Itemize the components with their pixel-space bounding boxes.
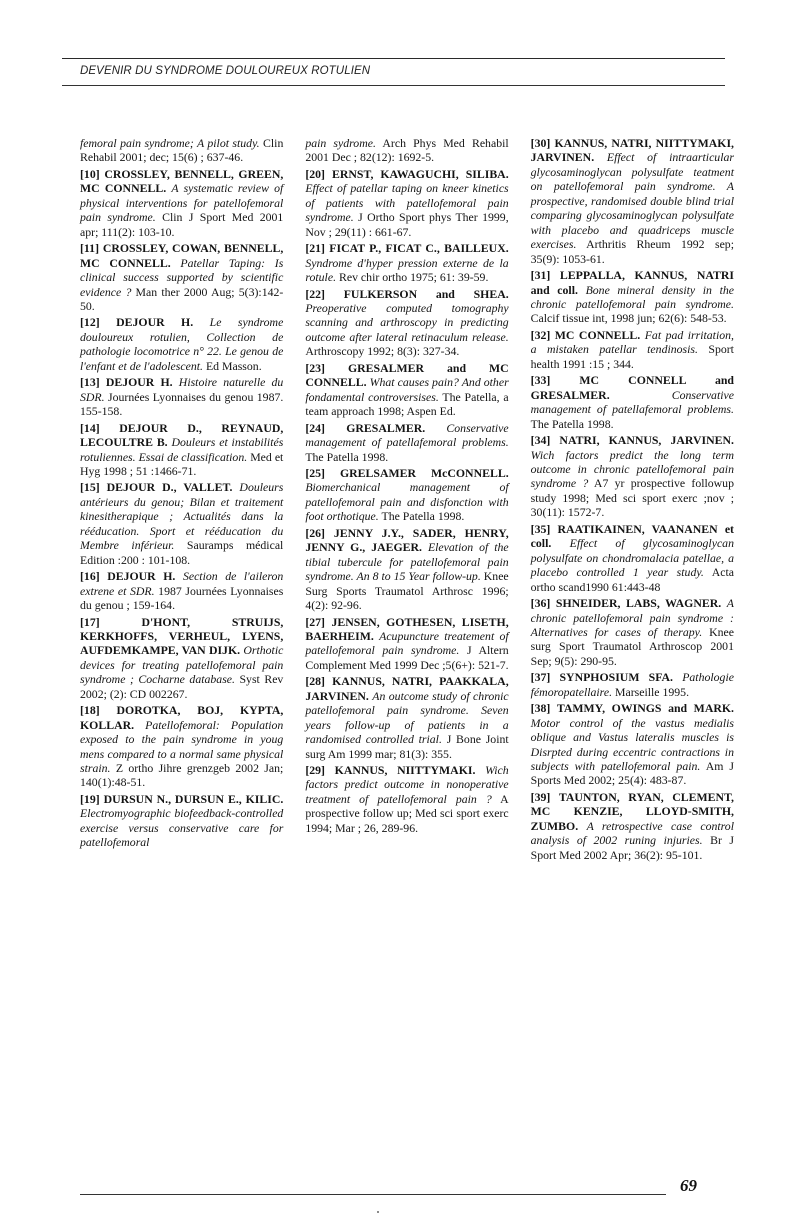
reference-number: [35]	[530, 521, 551, 536]
reference-number: [24]	[305, 420, 325, 435]
reference-number: [12]	[80, 315, 100, 330]
reference-authors: DURSUN N., DURSUN E., KILIC.	[103, 791, 284, 806]
reference-columns	[80, 136, 734, 896]
reference-entry	[80, 792, 283, 850]
reference-source: A7 yr prospective followup study 1998; Med sci sport exerc ;nov ; 30(11): 1572-7.	[530, 476, 734, 520]
reference-title: femoral pain syndrome; A pilot study.	[80, 136, 260, 150]
reference-entry	[305, 763, 508, 835]
header-rule-bottom	[62, 85, 725, 86]
reference-source: Rev chir ortho 1975; 61: 39-59.	[338, 270, 489, 285]
reference-title: Electromyographic biofeedback-controlled exercise versus conservative care for patellofemoral	[80, 806, 284, 850]
reference-number: [13]	[80, 375, 100, 390]
reference-authors: GRELSAMER McCONNELL.	[339, 465, 509, 480]
reference-entry	[531, 701, 734, 788]
reference-source: 1987 Journées Lyonnaises du genou ; 159-164.	[80, 583, 284, 613]
reference-title: Bone mineral density in the chronic patellofemoral pain syndrome.	[530, 282, 734, 311]
reference-number: [21]	[305, 241, 325, 256]
reference-entry	[80, 315, 283, 373]
reference-number: [18]	[80, 703, 100, 718]
running-header: DEVENIR DU SYNDROME DOULOUREUX ROTULIEN	[80, 65, 371, 77]
reference-title: Douleurs antérieurs du genou; Bilan et traitement kinesitherapique ; Actualités dans la rééducation. Sport et rééducation du Membre inférieur.	[80, 480, 284, 553]
reference-source: Br J Sport Med 2002 Apr; 36(2): 95-101.	[530, 833, 734, 862]
reference-entry	[531, 670, 734, 699]
reference-source: The Patella, a team approach 1998; Aspen Ed.	[305, 389, 509, 419]
reference-entry	[80, 615, 283, 702]
reference-title: Syndrome d'hyper pression externe de la rotule.	[305, 255, 509, 285]
reference-entry	[531, 433, 734, 520]
reference-entry	[80, 569, 283, 612]
reference-column-2	[305, 136, 508, 896]
reference-source: Clin J Sport Med 2001 apr; 111(2): 103-10.	[80, 210, 284, 239]
reference-number: [30]	[530, 136, 551, 150]
reference-entry	[80, 375, 283, 418]
reference-authors: LEPPALLA, KANNUS, NATRI and coll.	[530, 268, 734, 297]
reference-authors: D'HONT, STRUIJS, KERKHOFFS, VERHEUL, LYENS, AUFDEMKAMPE, VAN DIJK.	[80, 614, 284, 658]
print-dot	[377, 1211, 379, 1213]
reference-authors: DEJOUR H.	[105, 375, 173, 390]
reference-number: [28]	[305, 674, 325, 689]
reference-title: Le syndrome douloureux rotulien, Collection de pathologie locomotrice n° 22. Le genou de l'enfant et de l'adolescent.	[80, 315, 284, 373]
reference-source: Calcif tissue int, 1998 jun; 62(6): 548-53.	[530, 311, 727, 326]
reference-source: Sauramps médical Edition :200 : 101-108.	[80, 538, 284, 567]
reference-number: [27]	[305, 614, 325, 629]
footer-rule	[80, 1194, 666, 1195]
reference-authors: KANNUS, NATRI, NIITTYMAKI, JARVINEN.	[530, 136, 734, 165]
reference-title: Patellar Taping: Is clinical success supported by scientific evidence ?	[80, 255, 284, 299]
reference-entry	[305, 136, 508, 165]
reference-number: [38]	[530, 701, 551, 716]
reference-entry	[80, 703, 283, 790]
reference-number: [15]	[80, 480, 100, 495]
reference-number: [34]	[530, 433, 551, 448]
reference-authors: FULKERSON and SHEA.	[343, 286, 509, 301]
reference-title: Douleurs et instabilités rotuliennes. Essai de classification.	[80, 435, 284, 464]
reference-source: Arthritis Rheum 1992 sep; 35(9): 1053-61.	[530, 237, 734, 266]
reference-title: Biomerchanical management of patellofemoral pain and disfonction with foot orthotique.	[305, 480, 509, 524]
reference-title: Wich factors predict outcome in nonoperative treatment of patellofemoral pain ?	[305, 763, 509, 806]
reference-authors: MC CONNELL and GRESALMER.	[530, 373, 734, 402]
reference-source: Man ther 2000 Aug; 5(3):142-50.	[80, 284, 284, 313]
reference-source: Arthroscopy 1992; 8(3): 327-34.	[305, 344, 460, 359]
reference-source: J Ortho Sport phys Ther 1999, Nov ; 29(11) : 661-67.	[305, 210, 509, 239]
reference-entry	[531, 790, 734, 862]
reference-number: [31]	[530, 268, 551, 283]
reference-number: [10]	[80, 166, 100, 181]
reference-authors: RAATIKAINEN, VAANANEN et coll.	[530, 521, 734, 551]
reference-source: J Bone Joint surg Am 1999 mar; 81(3): 355.	[305, 732, 509, 761]
reference-entry	[80, 480, 283, 567]
reference-entry	[305, 526, 508, 613]
reference-title: Effect of intraarticular glycosaminoglycan polysulfate teatment on patellofemoral pain syndrome. A prospective, randomised double blind trial comparing glycosaminoglycan polysulfate with placebo and quadriceps muscle exercises.	[530, 150, 734, 252]
reference-source: Journées Lyonnaises du genou 1987. 155-158.	[80, 389, 284, 419]
reference-number: [16]	[80, 569, 100, 584]
reference-source: Am J Sports Med 2002; 25(4): 483-87.	[530, 759, 734, 788]
reference-number: [19]	[80, 791, 100, 806]
reference-authors: DOROTKA, BOJ, KYPTA, KOLLAR.	[80, 703, 284, 732]
reference-number: [36]	[530, 596, 551, 611]
reference-authors: CROSSLEY, COWAN, BENNELL, MC CONNELL.	[80, 241, 284, 270]
reference-authors: DEJOUR D., REYNAUD, LECOULTRE B.	[80, 420, 284, 450]
reference-authors: TAUNTON, RYAN, CLEMENT, MC KENZIE, LLOYD-SMITH, ZUMBO.	[530, 789, 734, 833]
reference-authors: FICAT P., FICAT C., BAILLEUX.	[329, 241, 509, 256]
reference-source: The Patella 1998.	[381, 509, 465, 524]
reference-number: [20]	[305, 166, 325, 181]
reference-source: Ed Masson.	[205, 358, 262, 373]
reference-entry	[80, 241, 283, 313]
reference-entry	[80, 167, 283, 239]
reference-entry	[305, 674, 508, 761]
reference-entry	[305, 287, 508, 359]
reference-authors: DEJOUR H.	[116, 315, 194, 330]
reference-authors: KANNUS, NIITTYMAKI.	[334, 763, 476, 778]
reference-authors: GRESALMER and MC CONNELL.	[305, 360, 509, 390]
reference-number: [32]	[530, 327, 551, 342]
reference-number: [25]	[305, 465, 325, 480]
reference-authors: SYNPHOSIUM SFA.	[559, 670, 674, 685]
reference-entry	[305, 615, 508, 673]
reference-source: Z ortho Jihre grenzgeb 2002 Jan; 140(1):48-51.	[80, 761, 284, 790]
reference-source: The Patella 1998.	[305, 449, 389, 464]
header-rule-top	[62, 58, 725, 59]
reference-number: [23]	[305, 360, 325, 375]
reference-entry	[305, 361, 508, 419]
reference-title: Effect of glycosaminoglycan polysulfate on chondromalacia patellae, a placebo controlled 1 year study.	[530, 536, 734, 580]
reference-entry	[305, 167, 508, 239]
reference-number: [17]	[80, 614, 100, 629]
reference-authors: JENSEN, GOTHESEN, LISETH, BAERHEIM.	[305, 614, 509, 643]
reference-title: Orthotic devices for treating patellofemoral pain syndrome ; Cocharne database.	[80, 643, 284, 687]
reference-title: Pathologie fémoropatellaire.	[530, 670, 734, 699]
reference-number: [29]	[305, 763, 325, 778]
reference-source: J Altern Complement Med 1999 Dec ;5(6+): 521-7.	[305, 643, 509, 672]
reference-entry	[531, 596, 734, 668]
reference-title: Section de l'aileron extrene et SDR.	[80, 569, 284, 598]
reference-title: Conservative management of patellafemoral problems.	[530, 387, 734, 417]
reference-entry	[531, 268, 734, 326]
reference-authors: GRESALMER.	[346, 420, 426, 435]
reference-number: [37]	[530, 670, 551, 685]
reference-entry	[531, 373, 734, 431]
reference-source: Knee Surg Sports Traumatol Arthrosc 1996; 4(2): 92-96.	[305, 569, 509, 613]
reference-title: Acupuncture treatement of patellofemoral pain syndrome.	[305, 628, 509, 658]
reference-title: What causes pain? And other fondamental controversises.	[305, 375, 509, 404]
reference-entry	[531, 328, 734, 371]
reference-authors: MC CONNELL.	[554, 327, 641, 342]
reference-column-3	[531, 136, 734, 896]
reference-title: Fat pad irritation, a mistaken patellar tendinosis.	[530, 327, 734, 357]
reference-entry	[531, 522, 734, 594]
reference-title: Preoperative computed tomography scanning and arthroscopy in predicting outcome after lateral retinaculum release.	[305, 300, 509, 344]
reference-source: The Patella 1998.	[530, 416, 614, 431]
reference-authors: DEJOUR H.	[107, 569, 176, 584]
reference-authors: CROSSLEY, BENNELL, GREEN, MC CONNELL.	[80, 166, 284, 196]
reference-authors: TAMMY, OWINGS and MARK.	[556, 701, 734, 716]
reference-number: [22]	[305, 286, 325, 301]
reference-entry	[305, 466, 508, 524]
reference-title: An outcome study of chronic patellofemoral pain syndrome. Seven years follow-up of patients in a randomised controlled trial.	[305, 688, 509, 747]
page-number: 69	[680, 1176, 697, 1195]
reference-title: A retrospective case control analysis of 2002 runing injuries.	[530, 818, 734, 848]
reference-authors: KANNUS, NATRI, PAAKKALA, JARVINEN.	[305, 674, 509, 703]
reference-number: [33]	[530, 373, 551, 388]
reference-entry	[80, 136, 283, 165]
reference-authors: DEJOUR D., VALLET.	[106, 480, 233, 495]
reference-source: Clin Rehabil 2001; dec; 15(6) ; 637-46.	[80, 136, 284, 165]
reference-title: A systematic review of physical interventions for patellofemoral pain syndrome.	[80, 181, 284, 225]
reference-title: A chronic patellofemoral pain syndrome : Alternatives for cases of therapy.	[530, 596, 734, 639]
reference-number: [14]	[80, 420, 100, 435]
reference-source: Acta ortho scand1990 61:443-48	[530, 565, 734, 594]
reference-source: Marseille 1995.	[614, 684, 690, 699]
reference-source: Knee surg Sport Traumatol Arthroscop 2001 Sep; 9(5): 290-95.	[530, 624, 734, 668]
reference-number: [39]	[530, 789, 551, 804]
reference-source: Sport health 1991 :15 ; 344.	[530, 342, 734, 371]
reference-authors: ERNST, KAWAGUCHI, SILIBA.	[331, 166, 509, 181]
reference-source: A prospective follow up; Med sci sport exerc 1994; Mar ; 26, 289-96.	[305, 791, 509, 835]
reference-number: [11]	[80, 241, 100, 256]
reference-entry	[305, 241, 508, 284]
reference-authors: JENNY J.Y., SADER, HENRY, JENNY G., JAEGER.	[305, 525, 509, 555]
reference-title: Motor control of the vastus medialis oblique and Vastus lateralis muscles is Disrpted during eccentric contractions in subjects with patellofemoral pain.	[530, 715, 734, 774]
reference-number: [26]	[305, 525, 325, 540]
reference-entry	[80, 421, 283, 479]
reference-source: Med et Hyg 1998 ; 51 :1466-71.	[80, 449, 284, 478]
reference-source: Syst Rev 2002; (2): CD 002267.	[80, 672, 284, 701]
reference-column-1	[80, 136, 283, 896]
reference-authors: NATRI, KANNUS, JARVINEN.	[559, 433, 734, 448]
reference-source: Arch Phys Med Rehabil 2001 Dec ; 82(12): 1692-5.	[305, 136, 509, 165]
reference-title: Conservative management of patellafemoral problems.	[305, 420, 509, 450]
reference-authors: SHNEIDER, LABS, WAGNER.	[555, 596, 722, 611]
reference-title: Elevation of the tibial tubercule for patellofemoral pain syndrome. An 8 to 15 Year follow-up.	[305, 540, 509, 584]
reference-title: Patellofemoral: Population exposed to the pain syndrome in youg mens compared to a normal same physical strain.	[80, 717, 284, 776]
reference-entry	[305, 421, 508, 464]
reference-title: Histoire naturelle du SDR.	[80, 375, 284, 404]
reference-entry	[531, 136, 734, 266]
reference-title: Wich factors predict the long term outcome in chronic patellofemoral pain syndrome ?	[530, 447, 734, 491]
reference-title: Effect of patellar taping on kneer kinetics of patients with patellofemoral pain syndrome.	[305, 181, 509, 225]
reference-title: pain sydrome.	[305, 136, 376, 150]
